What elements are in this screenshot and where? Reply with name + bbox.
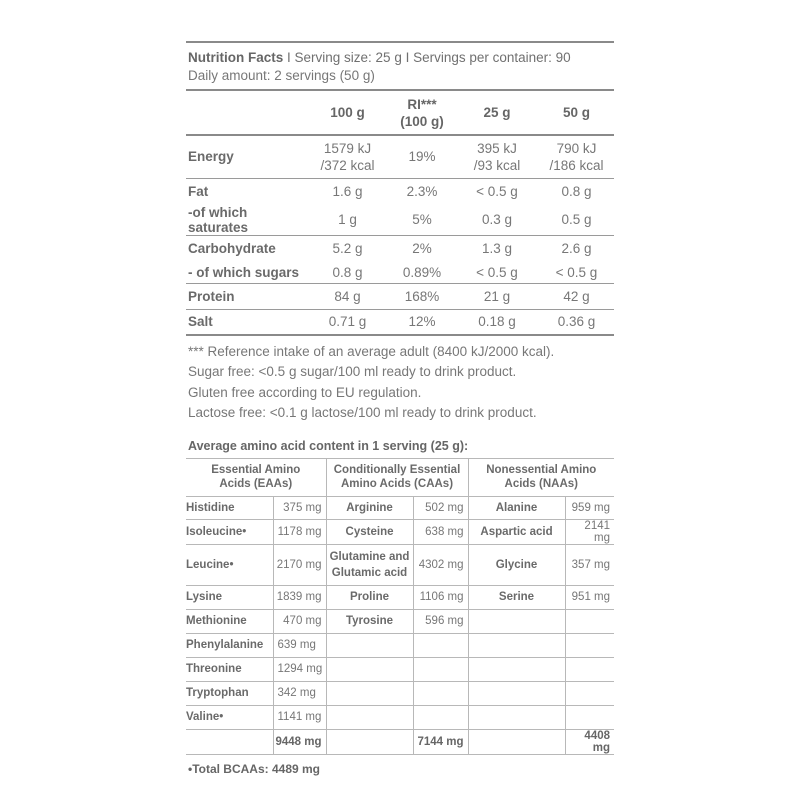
- column-header-row: [186, 91, 614, 135]
- row-sugars: - of which sugars 0.8 g 0.89% < 0.5 g < 0.5 g: [188, 264, 598, 280]
- row-protein: Protein 84 g 168% 21 g 42 g: [188, 288, 590, 304]
- total-naa: 4408 mg: [565, 729, 614, 754]
- head-caa: Conditionally Essential Amino Acids (CAAs): [326, 458, 468, 496]
- row-saturates: -of which saturates 1 g 5% 0.3 g 0.5 g: [188, 204, 592, 235]
- table-row: Isoleucine• 1178 mg Cysteine 638 mg Aspartic acid 2141 mg: [186, 519, 614, 544]
- row-energy: Energy 1579 kJ /372 kcal 19% 395 kJ /93 kcal 790 kJ /186 kcal: [188, 140, 604, 173]
- table-row: Tryptophan 342 mg: [186, 681, 614, 705]
- row-carbohydrate: Carbohydrate 5.2 g 2% 1.3 g 2.6 g: [188, 241, 592, 256]
- note-lactose-free: Lactose free: <0.1 g lactose/100 ml ready to drink product.: [188, 405, 537, 420]
- row-fat: Fat 1.6 g 2.3% < 0.5 g 0.8 g: [188, 184, 592, 199]
- table-row: Methionine 470 mg Tyrosine 596 mg: [186, 609, 614, 633]
- table-row: Phenylalanine 639 mg: [186, 633, 614, 657]
- total-caa: 7144 mg: [413, 729, 468, 754]
- totals-row: [186, 729, 614, 754]
- total-eaa: 9448 mg: [273, 729, 326, 754]
- row-salt: Salt 0.71 g 12% 0.18 g 0.36 g: [188, 314, 596, 329]
- amino-header-row: [186, 458, 614, 496]
- note-reference-intake: *** Reference intake of an average adult (8400 kJ/2000 kcal).: [188, 343, 555, 359]
- head-naa: Nonessential Amino Acids (NAAs): [468, 458, 614, 496]
- table-row: Valine• 1141 mg: [186, 705, 614, 729]
- table-row: Lysine 1839 mg Proline 1106 mg Serine 951 mg: [186, 585, 614, 609]
- serving-info: I Serving size: 25 g I Servings per container: 90: [283, 50, 571, 65]
- col-ri: RI*** (100 g): [400, 96, 444, 129]
- note-gluten-free: Gluten free according to EU regulation.: [188, 384, 422, 400]
- col-100g: 100 g: [330, 105, 365, 120]
- nutrition-panel: [186, 41, 614, 776]
- col-25g: 25 g: [483, 105, 511, 120]
- amino-table: [186, 458, 614, 755]
- serving-header: [186, 49, 614, 67]
- daily-amount: Daily amount: 2 servings (50 g): [188, 68, 375, 83]
- nutrition-table: [186, 91, 614, 336]
- amino-title: Average amino acid content in 1 serving (25 g):: [188, 438, 469, 453]
- col-50g: 50 g: [562, 105, 590, 120]
- table-row: Leucine• 2170 mg Glutamine and Glutamic acid 4302 mg Glycine 357 mg: [186, 544, 614, 585]
- footnotes: [186, 342, 614, 424]
- table-row: Threonine 1294 mg: [186, 657, 614, 681]
- top-rule: [186, 41, 614, 43]
- head-eaa: Essential Amino Acids (EAAs): [186, 458, 326, 496]
- table-row: Histidine 375 mg Arginine 502 mg Alanine 959 mg: [186, 496, 614, 519]
- total-bcaa: •Total BCAAs: 4489 mg: [188, 761, 321, 776]
- note-sugar-free: Sugar free: <0.5 g sugar/100 ml ready to drink product.: [188, 364, 517, 379]
- nutrition-facts-title: Nutrition Facts: [188, 50, 284, 65]
